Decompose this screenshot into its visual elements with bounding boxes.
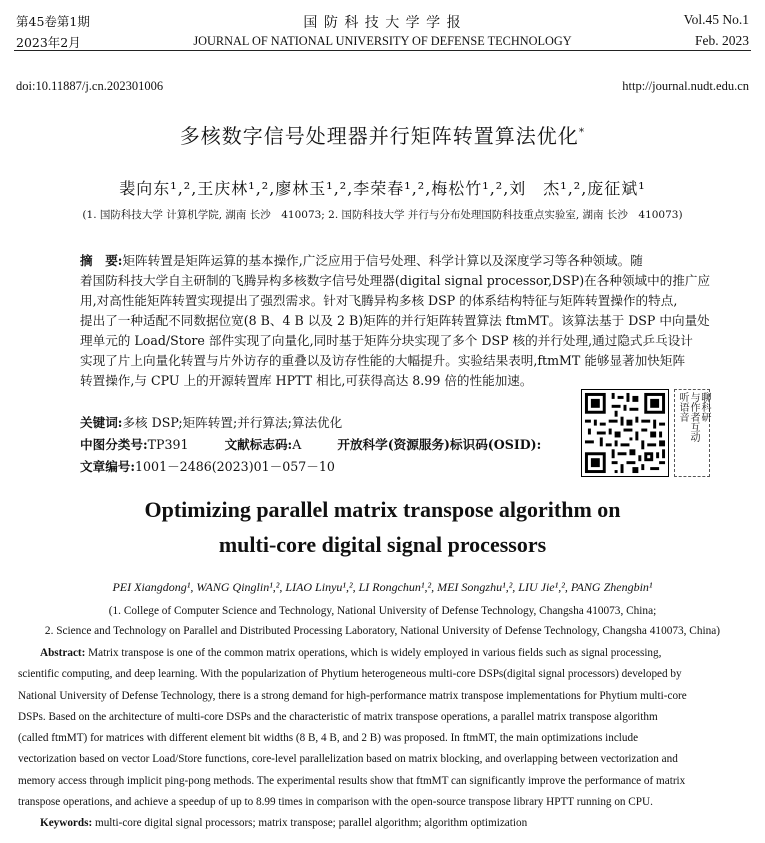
abstract-en-line: DSPs. Based on the architecture of multi-core DSPs and the characteristic of matrix transpose operations, a parallel matrix transpose algorithm: [18, 710, 658, 723]
authors-cn: 裴向东¹,²,王庆林¹,²,廖林玉¹,²,李荣春¹,²,梅松竹¹,²,刘 杰¹,²,庞征斌¹: [119, 179, 646, 198]
abstract-cn: [42, 251, 748, 391]
affiliations-en-line2: 2. Science and Technology on Parallel and Distributed Processing Laboratory, National University of Defense Technology, Changsha 410073, China): [44, 625, 721, 637]
article-no-label: 文章编号:: [80, 459, 136, 474]
journal-name-en: JOURNAL OF NATIONAL UNIVERSITY OF DEFENSE TECHNOLOGY: [193, 34, 572, 48]
abstract-en: [18, 643, 751, 835]
abstract-en-line: Matrix transpose is one of the common matrix operations, which is widely employed in various fields such as signal processing,: [88, 647, 662, 659]
keywords-cn: [80, 413, 342, 433]
abstract-cn-line: 理单元的 Load/Store 部件实现了向量化,同时基于矩阵分块实现了多个 DSP 核的并行处理,通过隐式乒乓设计: [80, 333, 693, 348]
page-title-cn: [0, 120, 765, 149]
article-no-value: 1001－2486(2023)01－057－10: [135, 459, 335, 474]
abstract-en-label: Abstract:: [40, 647, 86, 659]
abstract-cn-line: 着国防科技大学自主研制的飞腾异构多核数字信号处理器(digital signal processor,DSP)在各种领域中的推广应: [80, 273, 711, 288]
keywords-en-text: multi-core digital signal processors; matrix transpose; parallel algorithm; algorithm optimization: [95, 817, 528, 830]
classification-row: [80, 435, 541, 455]
keywords-en-label: Keywords:: [40, 817, 93, 830]
title-cn-text: 多核数字信号处理器并行矩阵转置算法优化: [179, 124, 579, 148]
journal-name-cn: 国 防 科 技 大 学 学 报: [303, 15, 462, 31]
affiliations-cn: (1. 国防科技大学 计算机学院, 湖南 长沙 410073; 2. 国防科技大学 并行与分布处理国防科技重点实验室, 湖南 长沙 410073): [82, 209, 683, 221]
authors-en: PEI Xiangdong¹, WANG Qinglin¹,², LIAO Linyu¹,², LI Rongchun¹,², MEI Songzhu¹,², LIU Jie¹,², PANG Zhengbin¹: [112, 580, 653, 594]
keywords-cn-label: 关键词:: [80, 415, 123, 430]
page-title-en-line2: multi-core digital signal processors: [218, 532, 547, 557]
doc-code-value: A: [292, 437, 302, 452]
abstract-en-line: scientific computing, and deep learning. With the popularization of Phytium heterogeneous multi-core DSPs(digital signal processors) developed by: [18, 668, 682, 681]
osid-label: 开放科学(资源服务)标识码(OSID):: [337, 437, 542, 452]
qr-caption-col: 与作者互动: [688, 392, 699, 442]
keywords-cn-text: 多核 DSP;矩阵转置;并行算法;算法优化: [122, 415, 343, 430]
journal-url[interactable]: http://journal.nudt.edu.cn: [622, 79, 749, 93]
keywords-en: [18, 813, 751, 834]
header-rule: [14, 50, 751, 51]
qr-caption-col: 听语音: [677, 392, 688, 422]
qr-caption: [674, 389, 710, 477]
doc-code-label: 文献标志码:: [224, 437, 293, 452]
abstract-cn-line: 提出了一种适配不同数据位宽(8 B、4 B 以及 2 B)矩阵的并行矩阵转置算法 ftmMT。该算法基于 DSP 中向量处: [80, 313, 710, 328]
doi[interactable]: doi:10.11887/j.cn.202301006: [16, 79, 164, 93]
page-title-en-line1: Optimizing parallel matrix transpose algorithm on: [144, 497, 621, 522]
abstract-cn-label: 摘 要:: [80, 253, 123, 268]
qr-code-icon: [582, 390, 668, 476]
clc-value: TP391: [147, 437, 189, 452]
date-cn: 2023年2月: [16, 35, 81, 50]
article-number: [80, 457, 335, 477]
affiliations-en-line1: (1. College of Computer Science and Technology, National University of Defense Technology, Changsha 410073, China;: [108, 605, 657, 617]
abstract-en-line: vectorization based on vector Load/Store functions, core-level parallelization based on matrix blocking, and overlapping between vectorization and: [18, 753, 678, 766]
volume-en: Vol.45 No.1: [683, 12, 749, 27]
abstract-cn-line: 转置操作,与 CPU 上的开源转置库 HPTT 相比,可获得高达 8.99 倍的性能加速。: [80, 373, 533, 388]
abstract-en-line: National University of Defense Technology, there is a strong demand for high-performance matrix transpose implementations for Phytium multi-core: [18, 689, 687, 702]
title-footnote-mark: *: [578, 125, 586, 139]
qr-code[interactable]: [581, 389, 669, 477]
abstract-en-line: memory access through implicit ping-pong methods. The experimental results show that ftmMT can significantly improve the performance of matrix: [18, 774, 686, 787]
date-en: Feb. 2023: [695, 33, 749, 48]
abstract-cn-line: 用,对高性能矩阵转置实现提出了强烈需求。针对飞腾异构多核 DSP 的体系结构特征与矩阵转置操作的特点,: [80, 293, 678, 308]
abstract-cn-line: 矩阵转置是矩阵运算的基本操作,广泛应用于信号处理、科学计算以及深度学习等各种领域。随: [122, 253, 643, 268]
abstract-en-line: transpose operations, and achieve a speedup of up to 8.99 times in comparison with the open-source transpose library HPTT running on CPU.: [18, 796, 653, 809]
abstract-en-line: (called ftmMT) for matrices with different element bit widths (8 B, 4 B, and 2 B) was proposed. In ftmMT, the main optimizations include: [18, 732, 639, 745]
qr-caption-col: 聊科研: [699, 392, 710, 422]
volume-cn: 第45卷第1期: [16, 14, 90, 29]
abstract-cn-line: 实现了片上向量化转置与片外访存的重叠以及访存性能的大幅提升。实验结果表明,ftmMT 能够显著加快矩阵: [80, 353, 686, 368]
clc-label: 中图分类号:: [80, 437, 148, 452]
